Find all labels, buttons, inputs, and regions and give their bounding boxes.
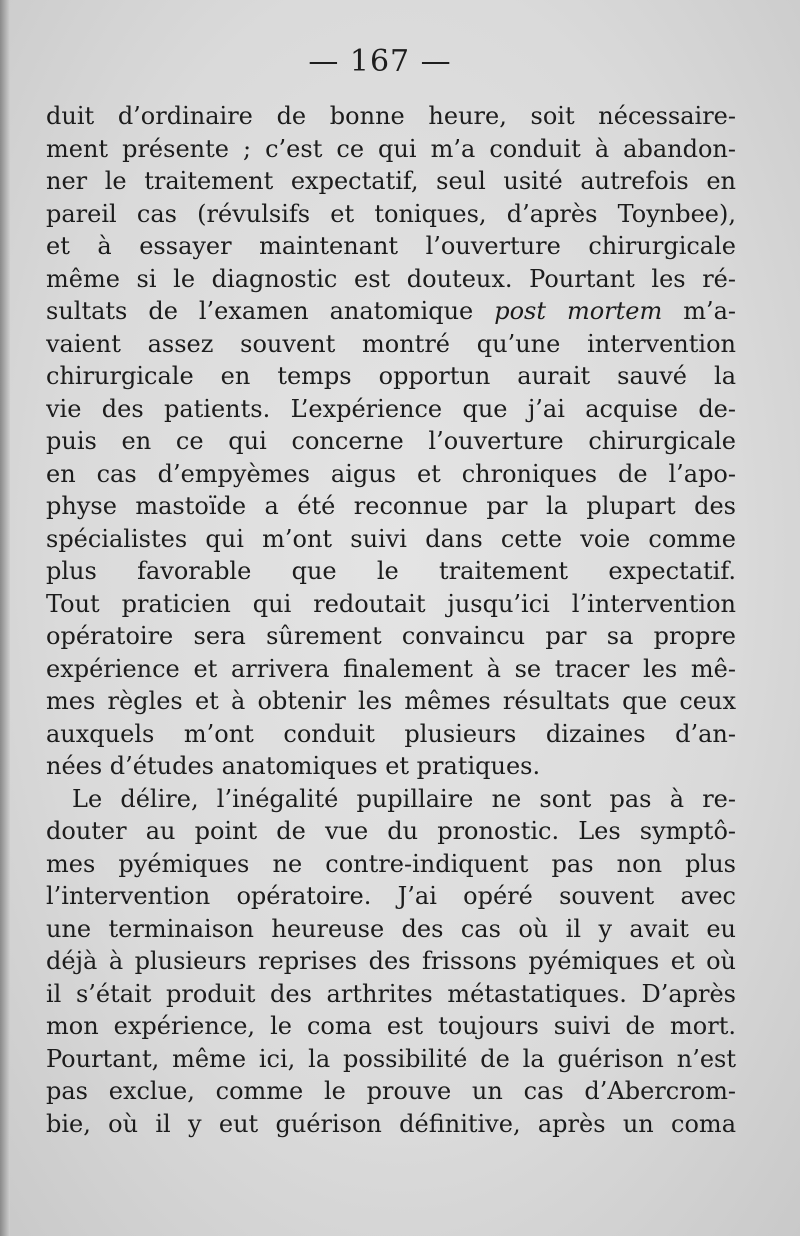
text-segment: m’a- bbox=[662, 297, 736, 325]
text-line: mes règles et à obtenir les mêmes résultats que ceux bbox=[46, 687, 736, 715]
text-line: pareil cas (révulsifs et toniques, d’après Toynbee), bbox=[46, 199, 736, 228]
text-line: l’intervention opératoire. J’ai opéré souvent avec bbox=[46, 882, 736, 910]
text-line: douter au point de vue du pronostic. Les symptô- bbox=[46, 817, 736, 845]
text-line: duit d’ordinaire de bonne heure, soit nécessaire- bbox=[46, 102, 736, 130]
paragraph-start-line: Le délire, l’inégalité pupillaire ne sont pas à re- bbox=[72, 784, 736, 813]
italic-phrase: post mortem bbox=[494, 297, 663, 325]
body-text bbox=[46, 100, 736, 1140]
text-line: expérience et arrivera finalement à se tracer les mê- bbox=[46, 654, 736, 683]
text-line: mon expérience, le coma est toujours suivi de mort. bbox=[46, 1012, 736, 1040]
text-line: spécialistes qui m’ont suivi dans cette voie comme bbox=[46, 524, 736, 553]
text-line: Pourtant, même ici, la possibilité de la guérison n’est bbox=[46, 1044, 736, 1073]
text-line: vie des patients. L’expérience que j’ai acquise de- bbox=[46, 394, 736, 423]
text-line: en cas d’empyèmes aigus et chroniques de l’apo- bbox=[46, 459, 736, 488]
text-line: déjà à plusieurs reprises des frissons pyémiques et où bbox=[46, 947, 736, 975]
text-line: physe mastoïde a été reconnue par la plupart des bbox=[46, 492, 736, 520]
text-line: chirurgicale en temps opportun aurait sauvé la bbox=[46, 362, 736, 390]
text-line: bie, où il y eut guérison définitive, après un coma bbox=[46, 1109, 736, 1138]
text-segment: sultats de l’examen anatomique bbox=[46, 297, 495, 325]
text-line: Tout praticien qui redoutait jusqu’ici l’intervention bbox=[46, 589, 736, 618]
text-line: puis en ce qui concerne l’ouverture chirurgicale bbox=[46, 427, 736, 455]
text-line: nées d’études anatomiques et pratiques. bbox=[46, 752, 541, 780]
text-line: même si le diagnostic est douteux. Pourtant les ré- bbox=[46, 264, 736, 293]
text-line: une terminaison heureuse des cas où il y avait eu bbox=[46, 914, 736, 943]
text-line: mes pyémiques ne contre-indiquent pas non plus bbox=[46, 849, 736, 878]
text-line: il s’était produit des arthrites métastatiques. D’après bbox=[46, 979, 736, 1008]
text-line-with-italic bbox=[46, 295, 736, 328]
page-binding-edge bbox=[0, 0, 10, 1236]
text-line: opératoire sera sûrement convaincu par sa propre bbox=[46, 622, 736, 650]
text-line: ment présente ; c’est ce qui m’a conduit à abandon- bbox=[46, 134, 736, 163]
text-line: et à essayer maintenant l’ouverture chirurgicale bbox=[46, 232, 736, 260]
text-line: ner le traitement expectatif, seul usité autrefois en bbox=[46, 167, 736, 195]
text-line: pas exclue, comme le prouve un cas d’Abercrom- bbox=[46, 1077, 736, 1105]
text-line: vaient assez souvent montré qu’une intervention bbox=[46, 329, 736, 358]
page-number: — 167 — bbox=[308, 44, 452, 79]
text-line: plus favorable que le traitement expectatif. bbox=[46, 557, 736, 585]
text-line: auxquels m’ont conduit plusieurs dizaines d’an- bbox=[46, 719, 736, 748]
